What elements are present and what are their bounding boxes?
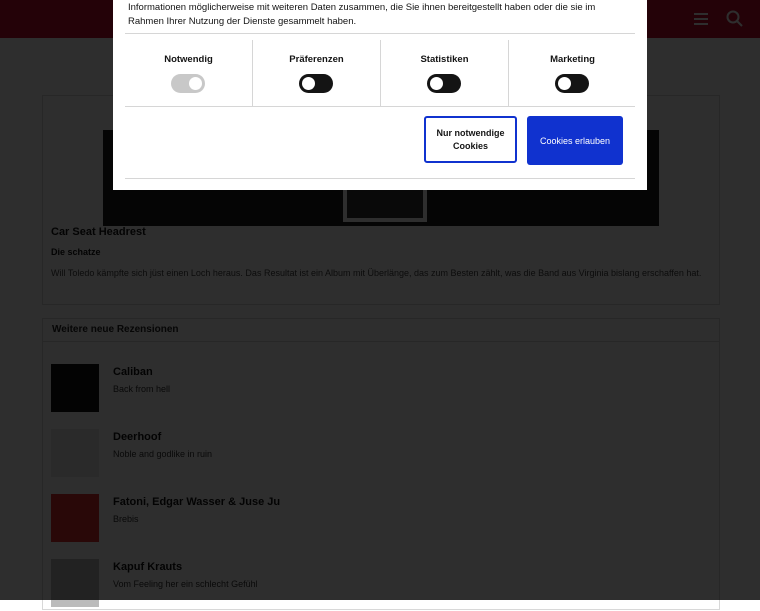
toggle-knob [302, 77, 315, 90]
category-marketing [508, 40, 636, 106]
toggle-knob [558, 77, 571, 90]
category-necessary [125, 40, 252, 106]
allow-cookies-button[interactable]: Cookies erlauben [527, 116, 623, 165]
divider [125, 106, 635, 107]
toggle-knob [430, 77, 443, 90]
marketing-toggle[interactable] [555, 74, 589, 93]
cookie-categories [125, 40, 635, 106]
category-preferences [252, 40, 380, 106]
necessary-toggle [171, 74, 205, 93]
category-label: Marketing [550, 54, 595, 65]
divider [125, 33, 635, 34]
category-label: Notwendig [164, 54, 213, 65]
necessary-only-button[interactable]: Nur notwendige Cookies [424, 116, 517, 163]
category-label: Statistiken [420, 54, 469, 65]
statistics-toggle[interactable] [427, 74, 461, 93]
category-label: Präferenzen [289, 54, 344, 65]
cookie-info-text: Informationen möglicherweise mit weiteren Daten zusammen, die Sie ihnen bereitgestellt haben oder die sie im Rahmen Ihrer Nutzung der Dienste gesammelt haben. [128, 2, 596, 27]
toggle-knob [189, 77, 202, 90]
preferences-toggle[interactable] [299, 74, 333, 93]
category-statistics [380, 40, 508, 106]
divider [125, 178, 635, 179]
cookie-consent-dialog [113, 0, 647, 190]
